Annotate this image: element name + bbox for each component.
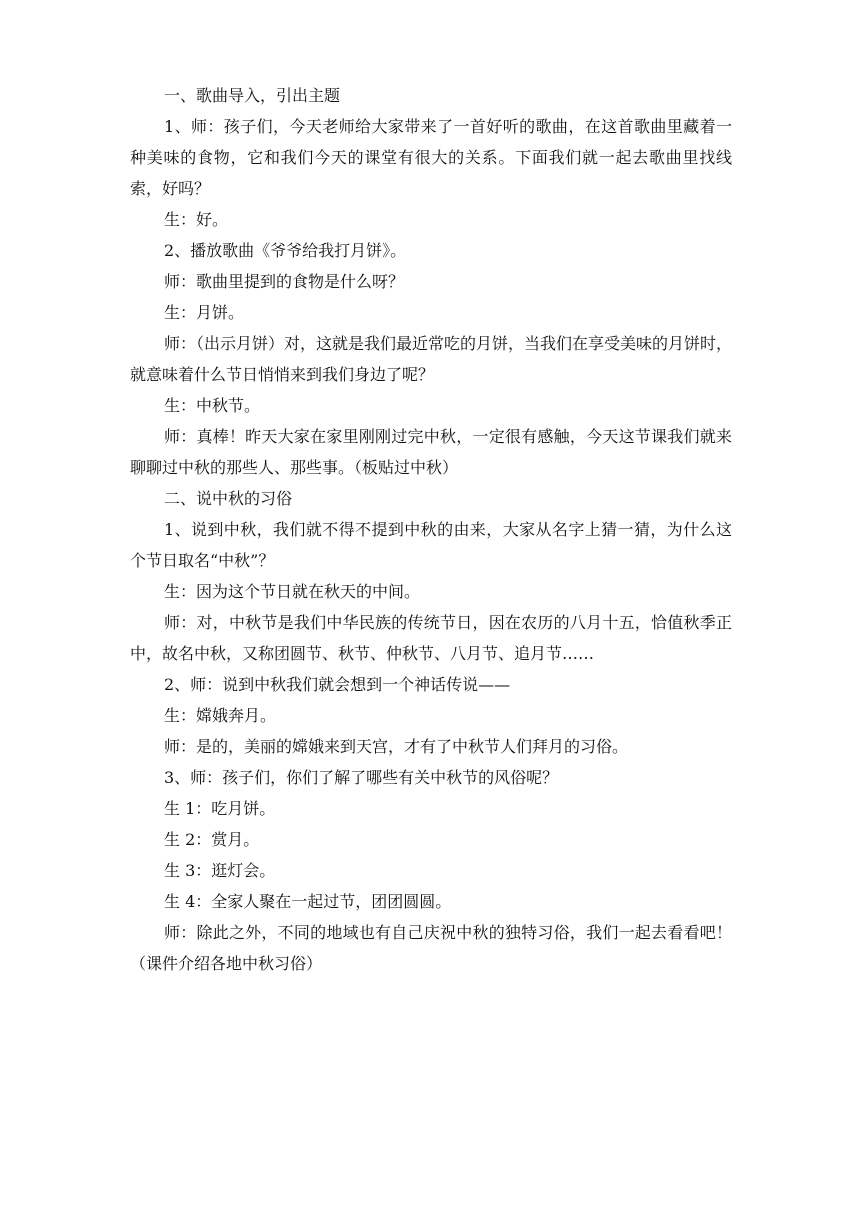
section-heading-2: 二、说中秋的习俗: [164, 489, 293, 508]
dialogue-paragraph: 师：除此之外，不同的地域也有自己庆祝中秋的独特习俗，我们一起去看看吧！（课件介绍各地中秋习俗）: [130, 923, 732, 973]
section-heading-1: 一、歌曲导入，引出主题: [164, 86, 341, 105]
dialogue-paragraph: 生：好。: [164, 210, 229, 229]
dialogue-paragraph: 生 1：吃月饼。: [164, 799, 276, 818]
dialogue-paragraph: 生：月饼。: [164, 303, 245, 322]
dialogue-paragraph: 师：真棒！昨天大家在家里刚刚过完中秋，一定很有感触，今天这节课我们就来聊聊过中秋的那些人、那些事。（板贴过中秋）: [130, 427, 732, 477]
dialogue-paragraph: 师：对，中秋节是我们中华民族的传统节日，因在农历的八月十五，恰值秋季正中，故名中秋，又称团圆节、秋节、仲秋节、八月节、追月节……: [130, 613, 732, 663]
dialogue-paragraph: 生：嫦娥奔月。: [164, 706, 277, 725]
dialogue-paragraph: 生 2：赏月。: [164, 830, 260, 849]
document-page: [130, 80, 732, 979]
dialogue-paragraph: 师：歌曲里提到的食物是什么呀？: [164, 272, 405, 291]
dialogue-paragraph: 2、师：说到中秋我们就会想到一个神话传说——: [164, 675, 511, 694]
dialogue-paragraph: 师：是的，美丽的嫦娥来到天宫，才有了中秋节人们拜月的习俗。: [164, 737, 629, 756]
dialogue-paragraph: 1、师：孩子们，今天老师给大家带来了一首好听的歌曲，在这首歌曲里藏着一种美味的食物，它和我们今天的课堂有很大的关系。下面我们就一起去歌曲里找线索，好吗？: [130, 117, 732, 198]
dialogue-paragraph: 3、师：孩子们，你们了解了哪些有关中秋节的风俗呢？: [164, 768, 559, 787]
dialogue-paragraph: 2、播放歌曲《爷爷给我打月饼》。: [164, 241, 407, 260]
dialogue-paragraph: 师：（出示月饼）对，这就是我们最近常吃的月饼，当我们在享受美味的月饼时，就意味着什么节日悄悄来到我们身边了呢？: [130, 334, 733, 384]
dialogue-paragraph: 生：中秋节。: [164, 396, 261, 415]
dialogue-paragraph: 生 3：逛灯会。: [164, 861, 276, 880]
dialogue-paragraph: 1、说到中秋，我们就不得不提到中秋的由来，大家从名字上猜一猜，为什么这个节日取名“中秋”？: [130, 520, 732, 570]
dialogue-paragraph: 生：因为这个节日就在秋天的中间。: [164, 582, 421, 601]
dialogue-paragraph: 生 4：全家人聚在一起过节，团团圆圆。: [164, 892, 452, 911]
